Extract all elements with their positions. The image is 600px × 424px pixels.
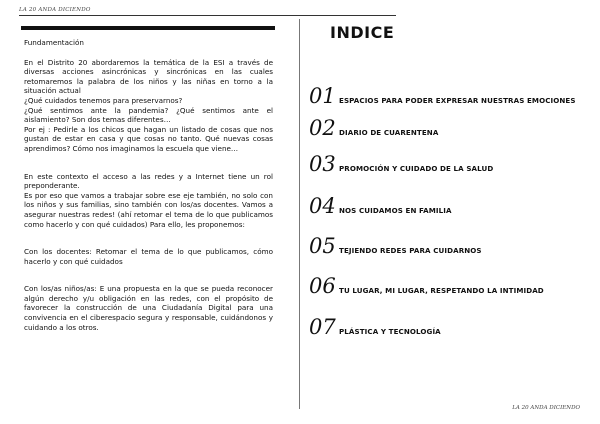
- section-title: Fundamentación: [24, 38, 84, 47]
- index-number: 05: [309, 234, 336, 258]
- paragraph: ¿Qué sentimos ante la pandemia? ¿Qué sentimos ante el aislamiento? Son dos temas diferentes…: [24, 105, 273, 125]
- index-label: TU LUGAR, MI LUGAR, RESPETANDO LA INTIMIDAD: [339, 286, 544, 295]
- index-number: 01: [309, 84, 336, 108]
- index-label: DIARIO DE CUARENTENA: [339, 128, 439, 137]
- index-number: 07: [309, 315, 336, 339]
- paragraph: Con los/as niños/as: E una propuesta en la que se pueda reconocer algún derecho y/u obligación en las redes, con el propósito de favorecer la construcción de una Ciudadanía Digital para una convivencia en el ciberespacio segura y responsable, cuidándonos y cuidando a los otros.: [24, 284, 273, 332]
- paragraph: En el Distrito 20 abordaremos la temática de la ESI a través de diversas acciones asincrónicas y sincrónicas en las cuales retomaremos la palabra de los niños y las niñas en torno a la situación actual: [24, 57, 273, 96]
- paragraph: Por ej : Pedirle a los chicos que hagan un listado de cosas que nos gustan de estar en casa y que cosas no tanto. Qué nuevas cosas aprendimos? Cómo nos imaginamos la escuela que viene…: [24, 124, 273, 153]
- section-bar: [21, 26, 275, 30]
- index-item-02[interactable]: [309, 116, 438, 140]
- page-footer-label: LA 20 ANDA DICIENDO: [512, 405, 580, 411]
- paragraph: Con los docentes: Retomar el tema de lo que publicamos, cómo hacerlo y con qué cuidados: [24, 247, 273, 266]
- index-title: INDICE: [330, 23, 395, 42]
- index-number: 06: [309, 274, 336, 298]
- index-number: 02: [309, 116, 336, 140]
- index-item-05[interactable]: [309, 234, 482, 258]
- index-item-07[interactable]: [309, 315, 441, 339]
- paragraph: En este contexto el acceso a las redes y a Internet tiene un rol preponderante.: [24, 171, 273, 191]
- index-item-03[interactable]: [309, 152, 493, 176]
- page-header-label: LA 20 ANDA DICIENDO: [19, 7, 91, 13]
- index-item-01[interactable]: [309, 84, 576, 108]
- paragraph: Es por eso que vamos a trabajar sobre ese eje también, no solo con los niños y sus familias, sino también con los/as docentes. Vamos a asegurar nuestras redes! (ahí retomar el tema de lo que publicamos como hacerlo y con qué cuidados) Para ello, les proponemos:: [24, 190, 273, 229]
- index-item-06[interactable]: [309, 274, 544, 298]
- fundamentacion-section: [24, 38, 273, 332]
- index-number: 03: [309, 152, 336, 176]
- index-label: TEJIENDO REDES PARA CUIDARNOS: [339, 246, 482, 255]
- index-label: PLÁSTICA Y TECNOLOGÍA: [339, 327, 441, 336]
- paragraph: ¿Qué cuidados tenemos para preservarnos?: [24, 95, 183, 105]
- index-label: ESPACIOS PARA PODER EXPRESAR NUESTRAS EMOCIONES: [339, 96, 576, 105]
- index-label: NOS CUIDAMOS EN FAMILIA: [339, 206, 452, 215]
- column-divider: [299, 19, 300, 409]
- header-rule: [19, 15, 396, 16]
- index-number: 04: [309, 194, 336, 218]
- index-item-04[interactable]: [309, 194, 452, 218]
- index-label: PROMOCIÓN Y CUIDADO DE LA SALUD: [339, 164, 494, 173]
